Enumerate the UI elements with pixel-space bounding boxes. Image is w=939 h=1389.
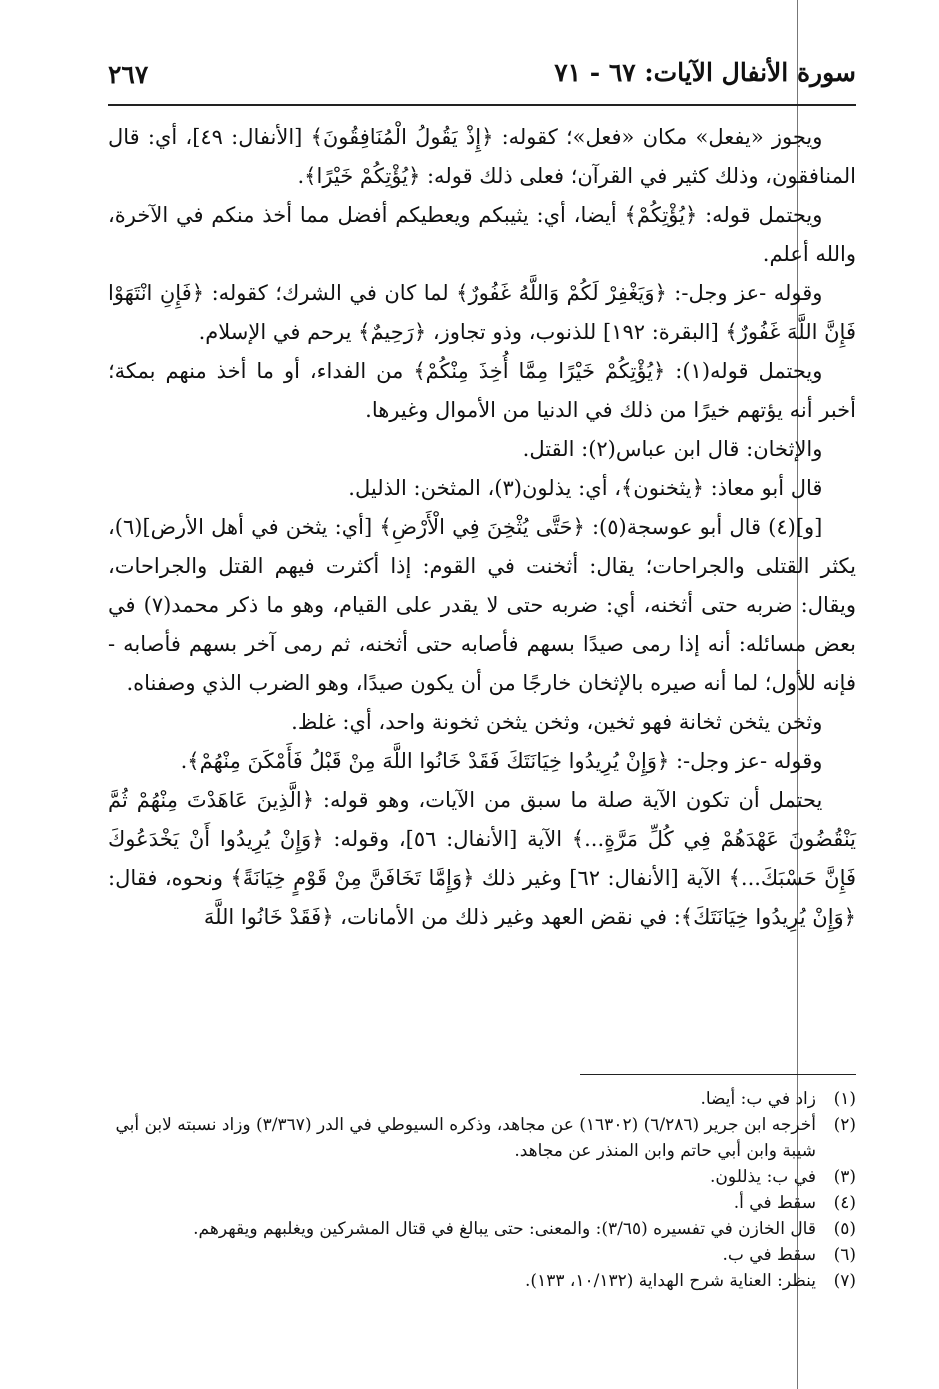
footnote [108, 1268, 856, 1294]
footnote [108, 1216, 856, 1242]
main-text [108, 118, 856, 937]
paragraph: [و](٤) قال أبو عوسجة(٥): ﴿حَتَّى يُثْخِنَ فِي الْأَرْضِ﴾ [أي: يثخن في أهل الأرض](٦)، يكثر القتلى والجراحات؛ يقال: أثخنت في القوم: إذا أكثرت فيهم القتل والجراحات، ويقال: ضربه حتى أثخنه، أي: ضربه حتى لا يقدر على القيام، وهو ما ذكر محمد(٧) في بعض مسائله: أنه إذا رمى صيدًا بسهم فأصابه حتى أثخنه، ثم رمى آخر بسهم فأصابه - فإنه للأول؛ لما أنه صيره بالإثخان خارجًا من أن يكون صيدًا، وهو الضرب الذي وصفناه. [108, 515, 856, 695]
footnote [108, 1242, 856, 1268]
paragraph: ويحتمل قوله: ﴿يُؤْتِكُمْ﴾ أيضا، أي: يثيبكم ويعطيكم أفضل مما أخذ منكم في الآخرة، والله أعلم. [108, 203, 856, 266]
paragraph: وقوله -عز وجل-: ﴿وَيَغْفِرْ لَكُمْ وَاللَّهُ غَفُورٌ﴾ لما كان في الشرك؛ كقوله: ﴿فَإِنِ انْتَهَوْا فَإِنَّ اللَّهَ غَفُورٌ﴾ [البقرة: ١٩٢] للذنوب، وذو تجاوز، ﴿رَحِيمٌ﴾ يرحم في الإسلام. [108, 281, 856, 344]
footnote-number: (٥) [833, 1219, 856, 1239]
footnote-text: سقط في ب. [722, 1245, 816, 1265]
footnote-text: زاد في ب: أيضا. [700, 1089, 816, 1109]
paragraph: ويجوز «يفعل» مكان «فعل»؛ كقوله: ﴿إِذْ يَقُولُ الْمُنَافِقُونَ﴾ [الأنفال: ٤٩]، أي: قال المنافقون، وذلك كثير في القرآن؛ فعلى ذلك قوله: ﴿يُؤْتِكُمْ خَيْرًا﴾. [108, 125, 856, 188]
footnote-text: قال الخازن في تفسيره (٣/٦٥): والمعنى: حتى يبالغ في قتال المشركين ويغلبهم ويقهرهم. [193, 1219, 816, 1239]
paragraph: قال أبو معاذ: ﴿يثخنون﴾، أي: يذلون(٣)، المثخن: الذليل. [348, 476, 823, 500]
paragraph: ويحتمل قوله(١): ﴿يُؤْتِكُمْ خَيْرًا مِمَّا أُخِذَ مِنْكُمْ﴾ من الفداء، أو ما أخذ منهم بمكة؛ أخبر أنه يؤتهم خيرًا من ذلك في الدنيا من الأموال وغيرها. [108, 359, 856, 422]
footnote-number: (٦) [833, 1245, 856, 1265]
footnote [108, 1190, 856, 1216]
footnote [108, 1112, 856, 1164]
footnote [108, 1086, 856, 1112]
paragraph: يحتمل أن تكون الآية صلة ما سبق من الآيات، وهو قوله: ﴿الَّذِينَ عَاهَدْتَ مِنْهُمْ ثُمَّ يَنْقُضُونَ عَهْدَهُمْ فِي كُلِّ مَرَّةٍ...﴾ الآية [الأنفال: ٥٦]، وقوله: ﴿وَإِنْ يُرِيدُوا أَنْ يَخْدَعُوكَ فَإِنَّ حَسْبَكَ...﴾ الآية [الأنفال: ٦٢] وغير ذلك ﴿وَإِمَّا تَخَافَنَّ مِنْ قَوْمٍ خِيَانَةً﴾ ونحوه، فقال: ﴿وَإِنْ يُرِيدُوا خِيَانَتَكَ﴾: في نقض العهد وغير ذلك من الأمانات، ﴿فَقَدْ خَانُوا اللَّهَ [108, 788, 857, 929]
footnotes [108, 1086, 856, 1294]
footnote-text: سقط في أ. [733, 1193, 816, 1213]
footnote-text: أخرجه ابن جرير (٦/٢٨٦) (١٦٣٠٢) عن مجاهد، وذكره السيوطي في الدر (٣/٣٦٧) وزاد نسبته لابن أبي شيبة وابن أبي حاتم وابن المنذر عن مجاهد. [115, 1115, 816, 1161]
page-header [108, 58, 856, 98]
footnote [108, 1164, 856, 1190]
running-title: سورة الأنفال الآيات: ٦٧ - ٧١ [554, 58, 856, 87]
footnote-number: (١) [833, 1089, 856, 1109]
page-number: ٢٦٧ [108, 60, 149, 89]
footnote-number: (٧) [833, 1271, 856, 1291]
header-rule [108, 104, 856, 106]
footnote-rule [580, 1074, 856, 1075]
paragraph: وثخن يثخن ثخانة فهو ثخين، وثخن يثخن ثخونة واحد، أي: غلظ. [291, 710, 823, 734]
footnote-number: (٤) [833, 1193, 856, 1213]
footnote-number: (٣) [833, 1167, 856, 1187]
paragraph: وقوله -عز وجل-: ﴿وَإِنْ يُرِيدُوا خِيَانَتَكَ فَقَدْ خَانُوا اللَّهَ مِنْ قَبْلُ فَأَمْكَنَ مِنْهُمْ﴾. [180, 749, 823, 773]
paragraph: والإثخان: قال ابن عباس(٢): القتل. [522, 437, 823, 461]
footnote-text: في ب: يذللون. [710, 1167, 816, 1187]
footnote-text: ينظر: العناية شرح الهداية (١٠/١٣٢، ١٣٣). [525, 1271, 816, 1291]
footnote-number: (٢) [833, 1115, 856, 1135]
